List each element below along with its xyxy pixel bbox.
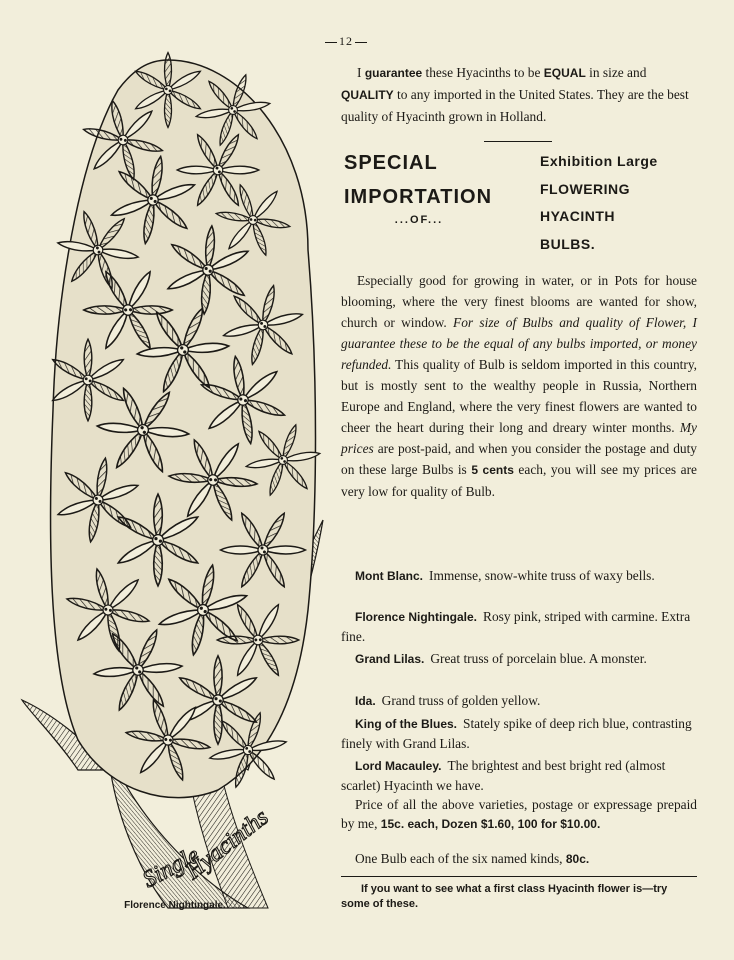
hyacinth-illustration	[18, 50, 336, 910]
body-text-1: Especially good for growing in water, or in Pots for house blooming, where the very finest blooms are wanted for show, church or window.	[341, 273, 697, 330]
variety-description: The brightest and best bright red (almost scarlet) Hyacinth we have.	[341, 758, 666, 793]
variety-description: Stately spike of deep rich blue, contrasting finely with Grand Lilas.	[341, 716, 692, 751]
body-text-4: each, you will see my prices are very low for quality of Bulb.	[341, 462, 697, 499]
one-bulb-offer	[355, 851, 695, 867]
variety-name: King of the Blues.	[355, 717, 457, 731]
intro-bold-equal: EQUAL	[543, 66, 586, 80]
intro-text-1: I	[357, 65, 365, 80]
variety-name: Lord Macauley.	[355, 759, 442, 773]
heading-of: ...OF...	[394, 214, 444, 226]
body-prices-italic: My prices	[341, 420, 697, 456]
variety-item	[341, 649, 697, 669]
price-text: Price of all the above varieties, postage or expressage prepaid by me,	[341, 797, 697, 831]
illustration-lettering-hyacinths: Hyacinths	[180, 804, 274, 885]
price-paragraph	[341, 795, 697, 834]
heading-hyacinth: HYACINTH	[540, 208, 616, 224]
divider-rule	[484, 141, 552, 142]
variety-description: Rosy pink, striped with carmine. Extra fine.	[341, 609, 691, 644]
body-text-2: This quality of Bulb is seldom imported in this country, but is mostly sent to the wealthy people in Russia, Northern Europe and England, where the very finest flowers are wanted to cheer the heart during their long and dreary winter months.	[341, 357, 697, 435]
variety-item	[341, 714, 697, 753]
exhibition-heading	[540, 148, 710, 258]
heading-importation: IMPORTATION	[344, 186, 493, 208]
intro-paragraph	[341, 62, 697, 127]
illustration-caption: Florence Nightingale.	[124, 900, 226, 911]
intro-bold-guarantee: guarantee	[364, 66, 423, 80]
one-bulb-price: 80c.	[565, 852, 590, 866]
variety-name: Mont Blanc.	[355, 569, 423, 583]
variety-name: Grand Lilas.	[355, 652, 425, 666]
intro-text-3: in size and	[585, 65, 647, 80]
body-guarantee-italic: For size of Bulbs and quality of Flower, I guarantee these to be the equal of any bulbs imported, or money refunded.	[341, 315, 697, 372]
intro-text-2: these Hyacinths to be	[422, 65, 544, 80]
variety-item	[341, 691, 697, 711]
footer-rule	[341, 876, 697, 877]
variety-description: Immense, snow-white truss of waxy bells.	[429, 568, 655, 583]
variety-name: Ida.	[355, 694, 376, 708]
one-bulb-text: One Bulb each of the six named kinds,	[355, 851, 566, 866]
description-paragraph	[341, 270, 697, 502]
heading-special: SPECIAL	[344, 152, 438, 174]
price-hundred: 100 for $10.00.	[517, 817, 601, 831]
price-each-dozen: 15c. each, Dozen $1.60,	[380, 817, 515, 831]
illustration-lettering-single: Single	[138, 842, 204, 894]
variety-name: Florence Nightingale.	[355, 610, 478, 624]
heading-exhibition: Exhibition Large	[540, 153, 658, 169]
special-importation-heading	[344, 146, 514, 226]
body-text-3: are post-paid, and when you consider the postage and duty on these large Bulbs is	[341, 441, 697, 477]
variety-item	[341, 756, 697, 795]
footer-note: If you want to see what a first class Hyacinth flower is—try some of these.	[341, 883, 668, 910]
intro-text-4: to any imported in the United States. They are the best quality of Hyacinth grown in Holland.	[341, 87, 689, 124]
heading-bulbs: BULBS.	[540, 235, 596, 252]
page-number: 12	[318, 34, 374, 49]
variety-item	[341, 566, 697, 586]
intro-bold-quality: QUALITY	[341, 88, 394, 102]
body-five-cents: 5 cents	[471, 463, 514, 477]
heading-flowering: FLOWERING	[540, 180, 631, 197]
variety-description: Grand truss of golden yellow.	[381, 693, 541, 708]
variety-description: Great truss of porcelain blue. A monster.	[430, 651, 647, 666]
variety-item	[341, 607, 697, 646]
